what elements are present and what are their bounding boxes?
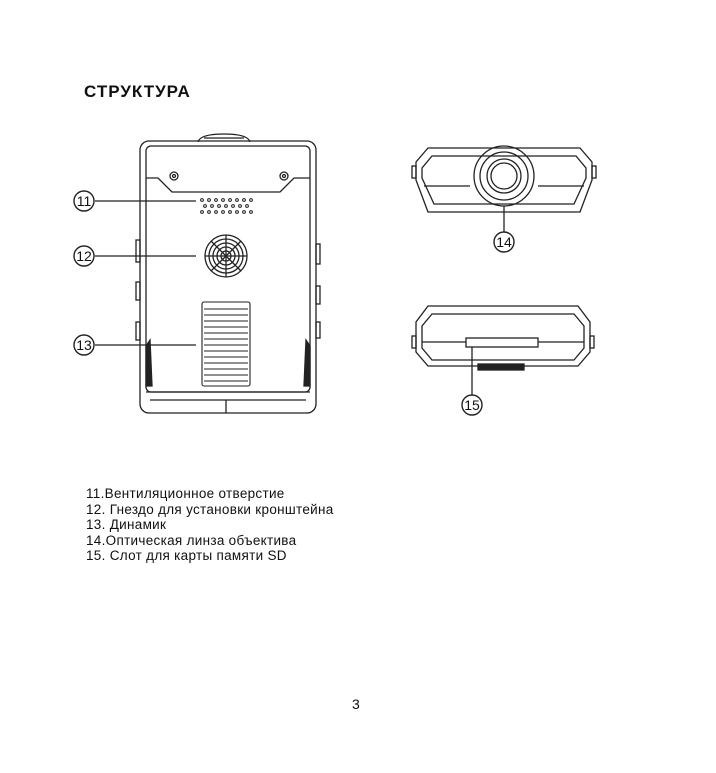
- page-number: 3: [352, 696, 360, 712]
- callout-13: 13: [76, 337, 92, 353]
- callout-11: 11: [76, 193, 92, 209]
- callout-14: 14: [496, 234, 512, 250]
- sd-slot: [466, 338, 538, 370]
- legend-item: 13. Динамик: [86, 517, 167, 532]
- legend-item: 12. Гнездо для установки кронштейна: [86, 501, 334, 517]
- device-top-view: [412, 148, 596, 212]
- speaker-grille: [202, 302, 250, 386]
- legend-item: 11.Вентиляционное отверстие: [86, 486, 285, 501]
- bracket-socket: [205, 235, 247, 277]
- vent-holes: [201, 199, 253, 214]
- callout-15: 15: [464, 397, 480, 413]
- page-title: СТРУКТУРА: [84, 82, 191, 101]
- callout-12: 12: [76, 248, 92, 264]
- lens-icon: [474, 146, 534, 206]
- legend-item: 14.Оптическая линза объектива: [86, 532, 297, 548]
- device-bottom-view: [412, 306, 594, 366]
- parts-legend: [86, 486, 334, 564]
- legend-item: 15. Слот для карты памяти SD: [86, 548, 287, 563]
